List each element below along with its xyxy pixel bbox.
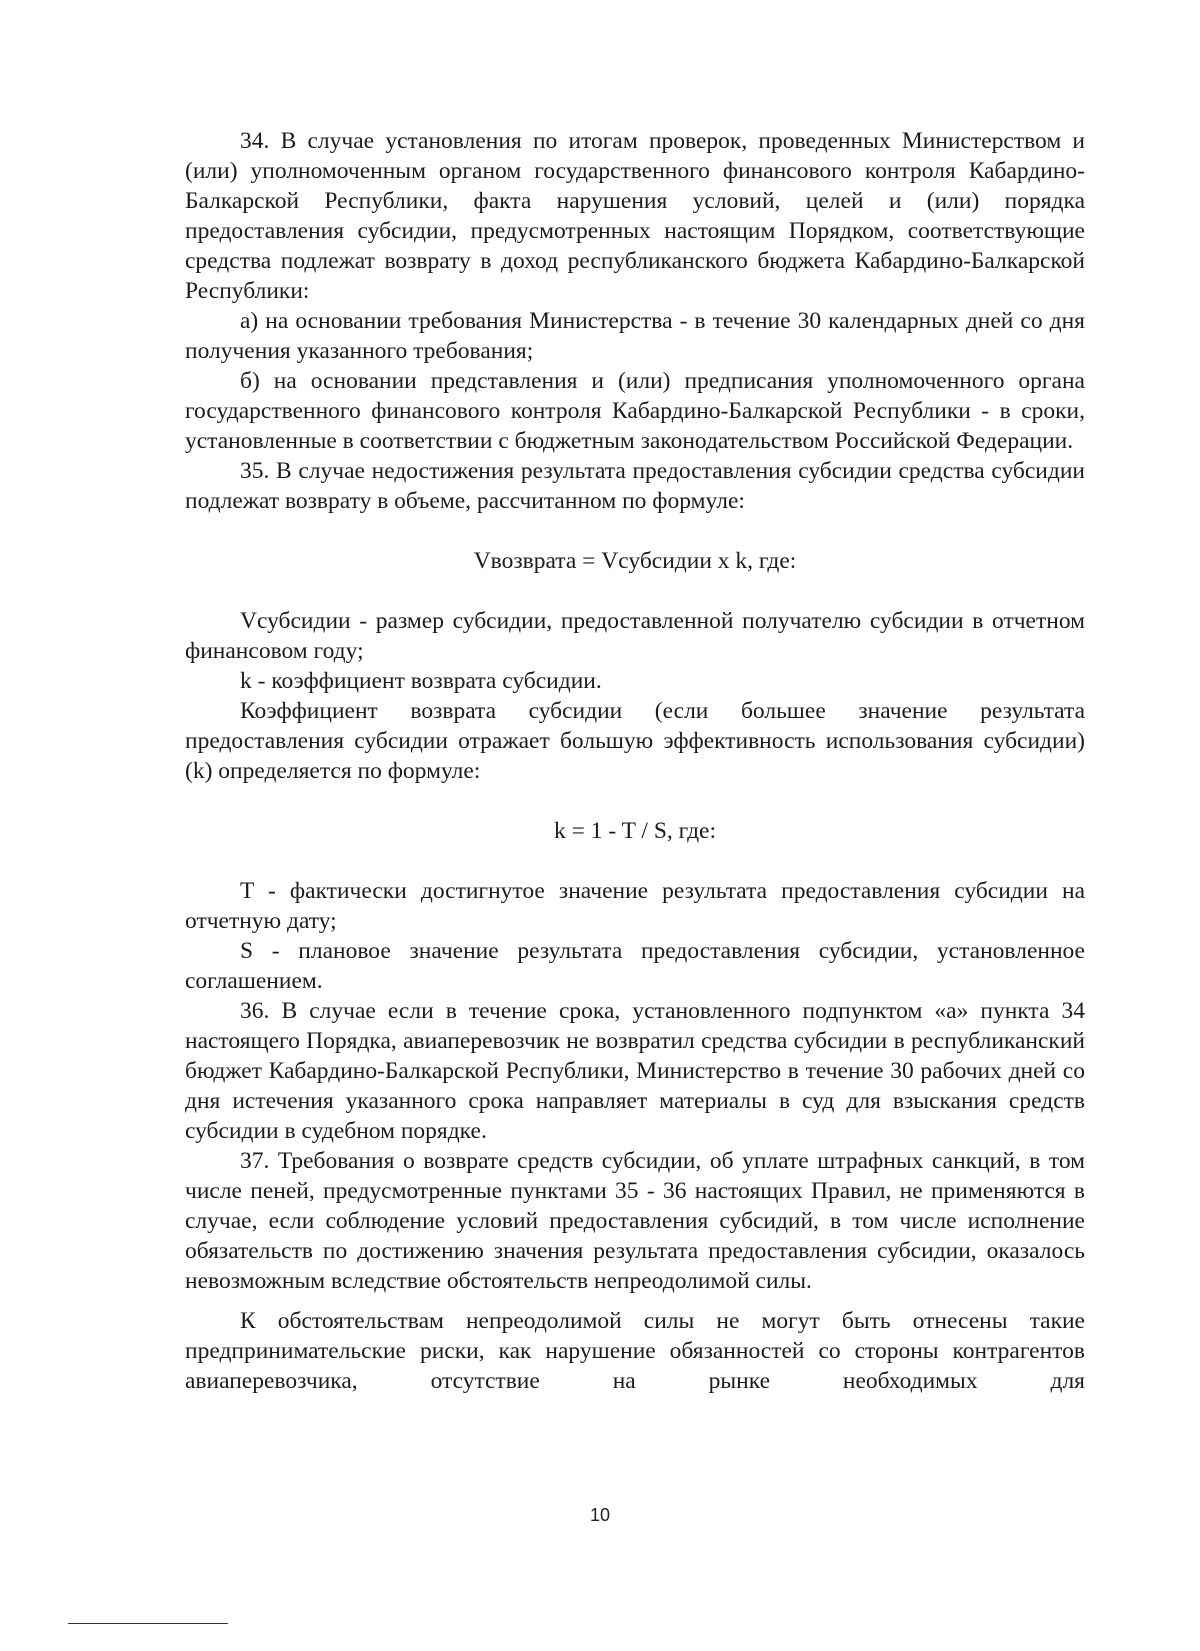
paragraph-35: 35. В случае недостижения результата предоставления субсидии средства субсидии подлежат возврату в объеме, рассчитанном по формуле: xyxy=(185,458,1085,514)
definition-s: S - плановое значение результата предоставления субсидии, установленное соглашением. xyxy=(185,938,1085,994)
paragraph-34-a: а) на основании требования Министерства - в течение 30 календарных дней со дня получения указанного требования; xyxy=(185,308,1085,364)
paragraph-coefficient: Коэффициент возврата субсидии (если большее значение результата предоставления субсидии отражает большую эффективность использования субсидии) (k) определяется по формуле: xyxy=(185,698,1085,784)
formula-coefficient: k = 1 - T / S, где: xyxy=(553,818,717,844)
paragraph-34: 34. В случае установления по итогам проверок, проведенных Министерством и (или) уполномоченным органом государственного финансового контроля Кабардино-Балкарской Республики, факта нарушения условий, целей и (или) порядка предоставления субсидии, предусмотренных настоящим Порядком, соответствующие средства подлежат возврату в доход республиканского бюджета Кабардино-Балкарской Республики: xyxy=(185,128,1085,304)
document-body xyxy=(185,126,1085,1396)
paragraph-force-majeure: К обстоятельствам непреодолимой силы не могут быть отнесены такие предпринимательские риски, как нарушение обязанностей со стороны контрагентов авиаперевозчика, отсутствие на рынке необходимых для xyxy=(185,1308,1085,1394)
definition-k: k - коэффициент возврата субсидии. xyxy=(240,668,602,694)
paragraph-36: 36. В случае если в течение срока, установленного подпунктом «а» пункта 34 настоящего Порядка, авиаперевозчик не возвратил средства субсидии в республиканский бюджет Кабардино-Балкарской Республики, Министерство в течение 30 рабочих дней со дня истечения указанного срока направляет материалы в суд для взыскания средств субсидии в судебном порядке. xyxy=(185,998,1085,1144)
formula-return-volume: Vвозврата = Vсубсидии x k, где: xyxy=(473,548,797,574)
definition-t: T - фактически достигнутое значение результата предоставления субсидии на отчетную дату; xyxy=(185,878,1085,934)
paragraph-34-b: б) на основании представления и (или) предписания уполномоченного органа государственного финансового контроля Кабардино-Балкарской Республики - в сроки, установленные в соответствии с бюджетным законодательством Российской Федерации. xyxy=(185,368,1085,454)
page-number: 10 xyxy=(589,1505,611,1525)
footnote-separator-line xyxy=(68,1623,228,1624)
definition-vsubsidy: Vсубсидии - размер субсидии, предоставленной получателю субсидии в отчетном финансовом году; xyxy=(185,608,1085,664)
paragraph-37: 37. Требования о возврате средств субсидии, об уплате штрафных санкций, в том числе пеней, предусмотренные пунктами 35 - 36 настоящих Правил, не применяются в случае, если соблюдение условий предоставления субсидий, в том числе исполнение обязательств по достижению значения результата предоставления субсидии, оказалось невозможным вследствие обстоятельств непреодолимой силы. xyxy=(185,1148,1085,1294)
